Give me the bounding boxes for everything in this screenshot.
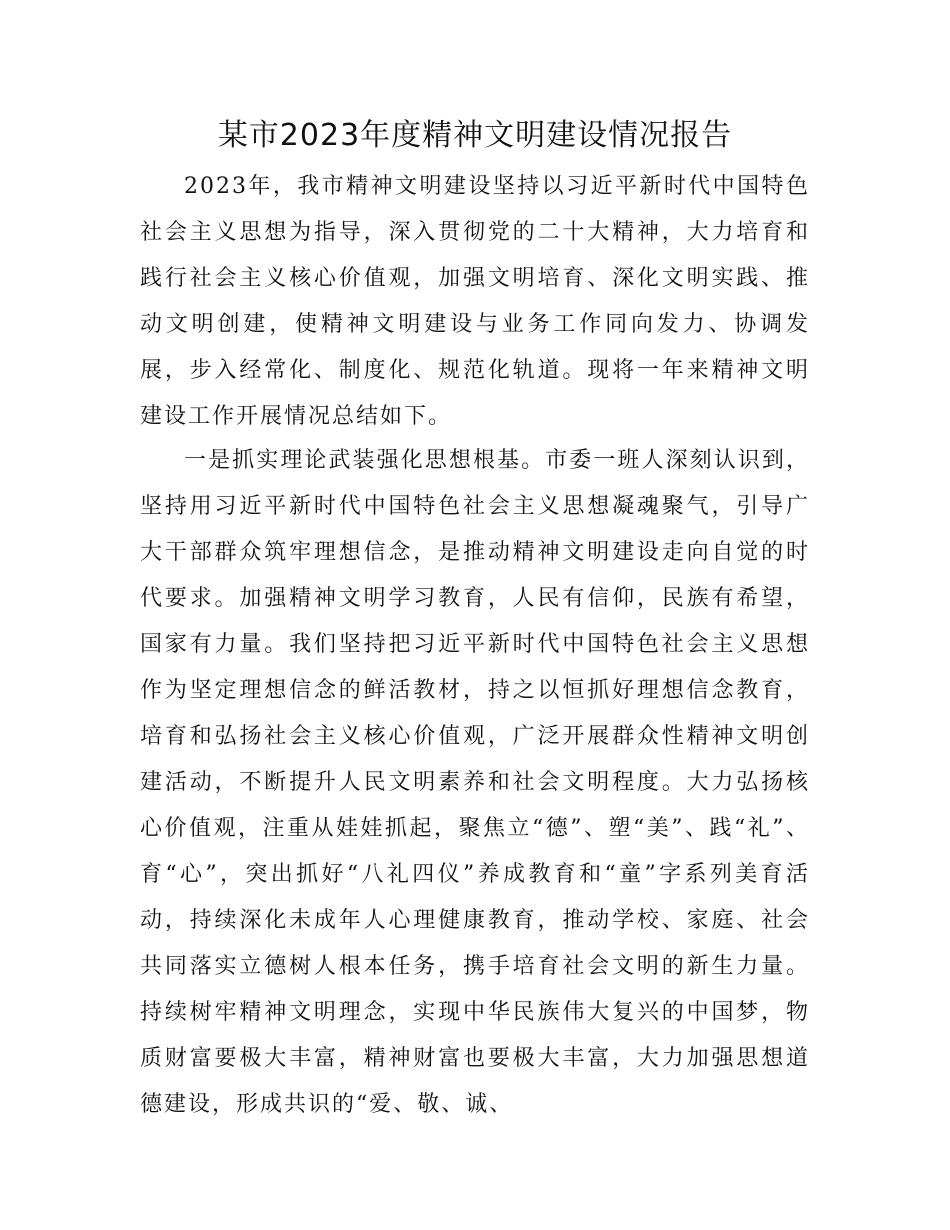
document-title: 某市2023年度精神文明建设情况报告 xyxy=(217,118,733,153)
paragraph-theory-armament: 一是抓实理论武装强化思想根基。市委一班人深刻认识到，坚持用习近平新时代中国特色社会主义思想凝魂聚气，引导广大干部群众筑牢理想信念，是推动精神文明建设走向自觉的时代要求。加强精神文明学习教育，人民有信仰，民族有希望，国家有力量。我们坚持把习近平新时代中国特色社会主义思想作为坚定理想信念的鲜活教材，持之以恒抓好理想信念教育，培育和弘扬社会主义核心价值观，广泛开展群众性精神文明创建活动，不断提升人民文明素养和社会文明程度。大力弘扬核心价值观，注重从娃娃抓起，聚焦立“德”、塑“美”、践“礼”、育“心”，突出抓好“八礼四仪”养成教育和“童”字系列美育活动，持续深化未成年人心理健康教育，推动学校、家庭、社会共同落实立德树人根本任务，携手培育社会文明的新生力量。持续树牢精神文明理念，实现中华民族伟大复兴的中国梦，物质财富要极大丰富，精神财富也要极大丰富，大力加强思想道德建设，形成共识的“爱、敬、诚、 xyxy=(140,448,810,1117)
paragraph-intro: 2023年，我市精神文明建设坚持以习近平新时代中国特色社会主义思想为指导，深入贯彻党的二十大精神，大力培育和践行社会主义核心价值观，加强文明培育、深化文明实践、推动文明创建，使精神文明建设与业务工作同向发力、协调发展，步入经常化、制度化、规范化轨道。现将一年来精神文明建设工作开展情况总结如下。 xyxy=(140,174,810,429)
